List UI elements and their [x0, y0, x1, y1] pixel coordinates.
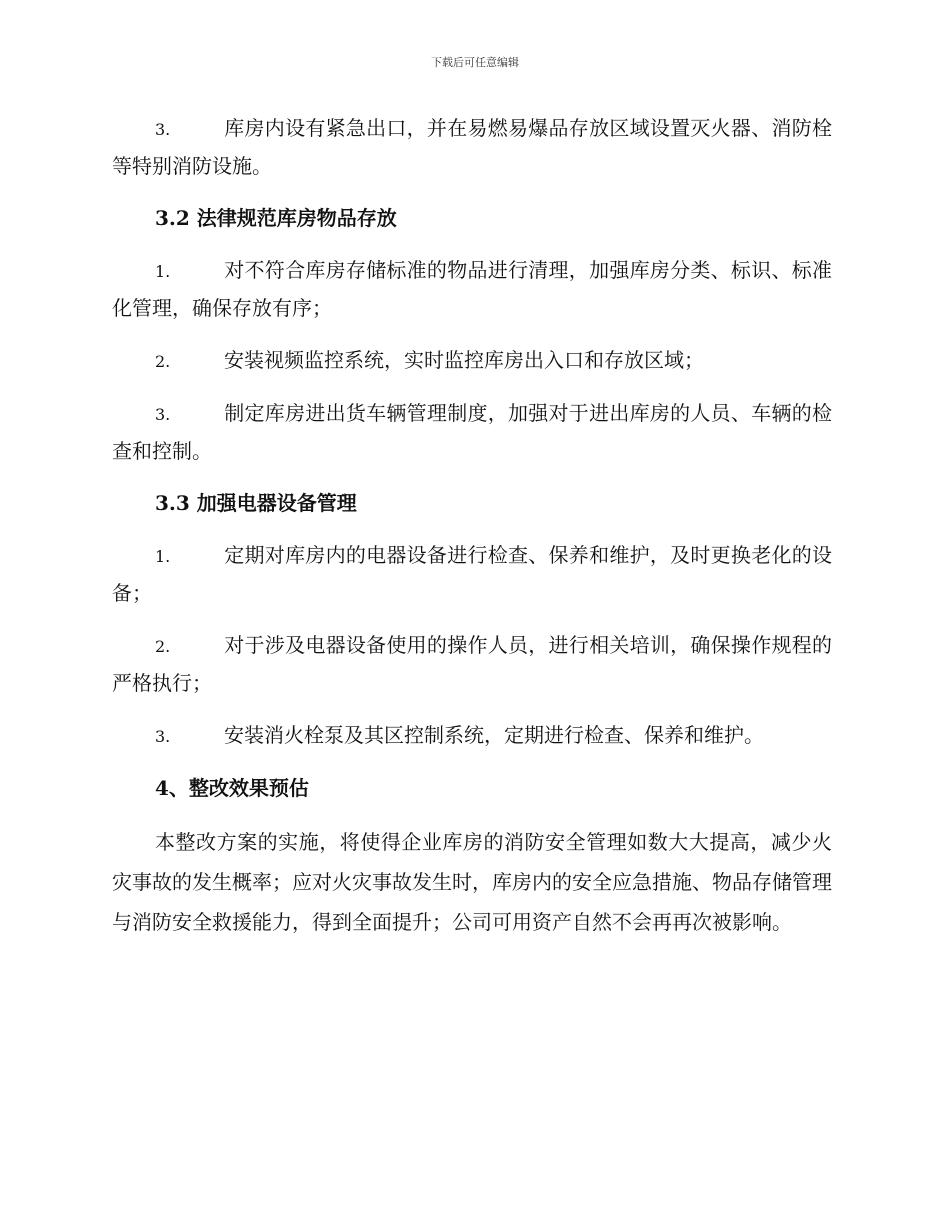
- list-item: [112, 717, 832, 755]
- section-heading: 4、整改效果预估: [155, 776, 309, 800]
- section-heading: 3.3 加强电器设备管理: [155, 491, 357, 515]
- list-item: [112, 342, 832, 380]
- section-heading: 3.2 法律规范库房物品存放: [155, 206, 397, 230]
- list-text: 对不符合库房存储标准的物品进行清理，加强库房分类、标识、标准化管理，确保存放有序；: [112, 258, 832, 320]
- list-text: 安装视频监控系统，实时监控库房出入口和存放区域；: [224, 348, 704, 372]
- list-number: 3.: [155, 120, 171, 139]
- list-item: [112, 110, 832, 185]
- list-number: 2.: [155, 637, 171, 656]
- list-number: 3.: [155, 727, 171, 746]
- list-text: 库房内设有紧急出口，并在易燃易爆品存放区域设置灭火器、消防栓等特别消防设施。: [112, 116, 832, 178]
- list-item: [112, 395, 832, 470]
- list-item: [112, 537, 832, 612]
- list-item: [112, 252, 832, 327]
- header-note: 下载后可任意编辑: [431, 56, 519, 69]
- list-text: 对于涉及电器设备使用的操作人员，进行相关培训，确保操作规程的严格执行；: [112, 633, 832, 695]
- list-text: 定期对库房内的电器设备进行检查、保养和维护，及时更换老化的设备；: [112, 543, 832, 605]
- list-number: 1.: [155, 262, 171, 281]
- list-text: 安装消火栓泵及其区控制系统，定期进行检查、保养和维护。: [224, 723, 764, 747]
- list-item: [112, 627, 832, 702]
- document-body: [112, 110, 832, 942]
- body-paragraph: 本整改方案的实施，将使得企业库房的消防安全管理如数大大提高，减少火灾事故的发生概率；应对火灾事故发生时，库房内的安全应急措施、物品存储管理与消防安全救援能力，得到全面提升；公司可用资产自然不会再再次被影响。: [112, 830, 832, 934]
- list-number: 3.: [155, 405, 171, 424]
- list-text: 制定库房进出货车辆管理制度，加强对于进出库房的人员、车辆的检查和控制。: [112, 401, 832, 463]
- list-number: 1.: [155, 547, 171, 566]
- list-number: 2.: [155, 352, 171, 371]
